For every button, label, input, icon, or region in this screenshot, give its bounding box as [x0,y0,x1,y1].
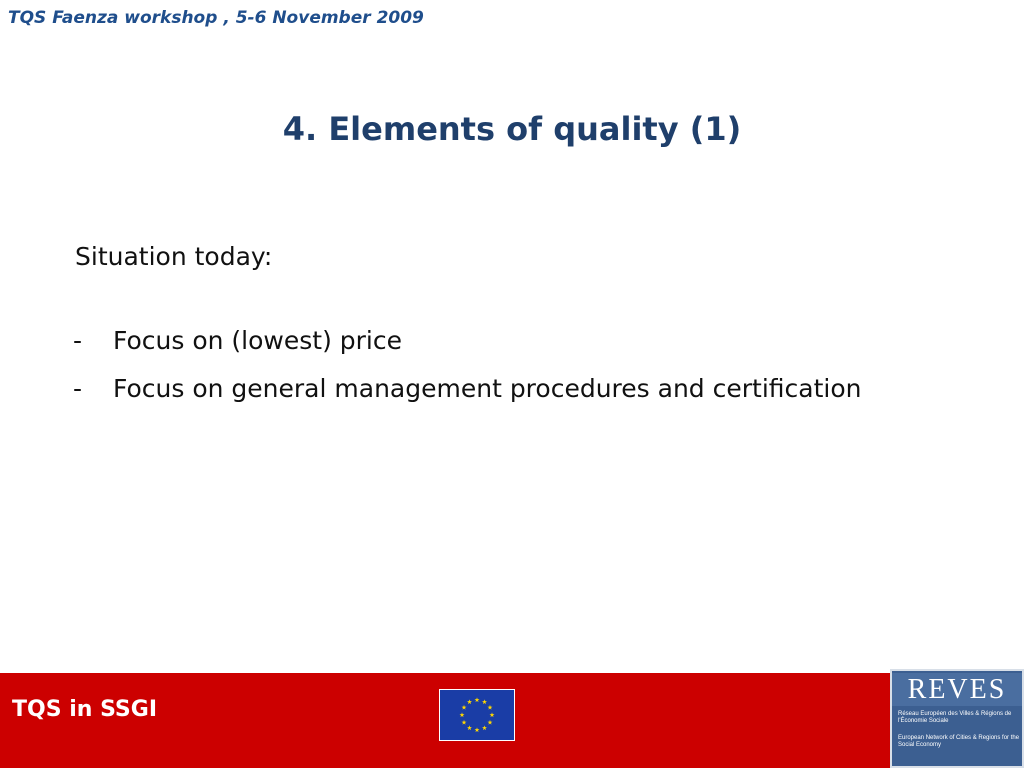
eu-star-icon [462,720,467,725]
bullet-text: Focus on general management procedures and certification [113,374,862,403]
eu-star-icon [482,725,487,730]
slide-title: 4. Elements of quality (1) [282,110,742,148]
reves-wordmark: REVES [892,673,1022,706]
eu-star-icon [488,705,493,710]
eu-star-icon [482,699,487,704]
reves-caption-en: European Network of Cities & Regions for the Social Economy [898,735,1020,748]
bullet-text: Focus on (lowest) price [113,326,403,355]
reves-logo [890,669,1024,768]
eu-star-icon [475,727,480,732]
footer-bar [0,673,1024,768]
eu-star-icon [488,720,493,725]
bullet-item [73,374,861,422]
eu-stars-icon [440,690,514,740]
footer-label: TQS in SSGI [12,697,158,722]
bullet-marker: - [73,326,83,355]
eu-star-icon [460,712,465,717]
bullet-item [73,326,861,374]
bullet-list [73,326,861,422]
header-note: TQS Faenza workshop , 5-6 November 2009 [8,8,424,28]
situation-heading: Situation today: [75,242,273,271]
eu-star-icon [490,712,495,717]
eu-star-icon [467,725,472,730]
eu-star-icon [475,697,480,702]
reves-caption-fr: Réseau Européen des Villes & Régions de l'Économie Sociale [898,711,1012,724]
eu-star-icon [467,699,472,704]
eu-flag-icon [439,689,515,741]
eu-star-icon [462,705,467,710]
bullet-marker: - [73,374,83,403]
